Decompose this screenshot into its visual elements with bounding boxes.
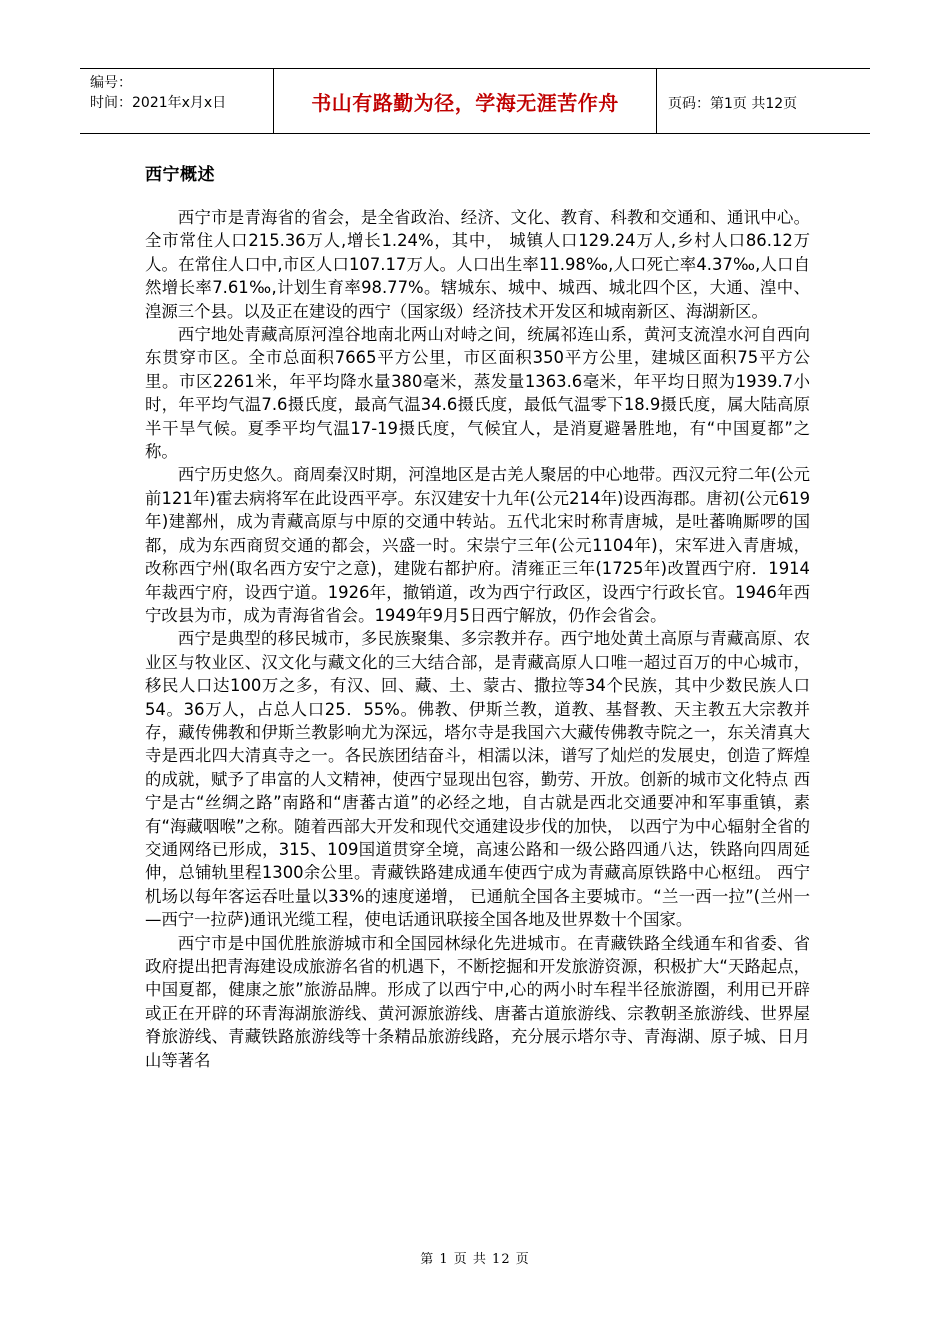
document-body — [145, 206, 810, 1072]
header-meta — [90, 73, 226, 113]
page-header — [80, 68, 870, 134]
page-footer: 第 1 页 共 12 页 — [420, 1252, 530, 1267]
paragraph-culture-transport: 西宁是典型的移民城市，多民族聚集、多宗教并存。西宁地处黄土高原与青藏高原、农业区与牧业区、汉文化与藏文化的三大结合部，是青藏高原人口唯一超过百万的中心城市，移民人口达100万之多，有汉、回、藏、土、蒙古、撒拉等34个民族，其中少数民族人口54。36万人，占总人口25．55%。佛教、伊斯兰教，道教、基督教、天主教五大宗教并存，藏传佛教和伊斯兰教影响尤为深远，塔尔寺是我国六大藏传佛教寺院之一，东关清真大寺是西北四大清真寺之一。各民族团结奋斗，相濡以沫，谱写了灿烂的发展史，创造了辉煌的成就，赋予了串富的人文精神，使西宁显现出包容，勤劳、开放。创新的城市文化特点 西宁是古“丝绸之路”南路和“唐蕃古道”的必经之地，自古就是西北交通要冲和军事重镇，素有“海藏咽喉”之称。随着西部大开发和现代交通建设步伐的加快， 以西宁为中心辐射全省的交通网络已形成，315、109国道贯穿全境，高速公路和一级公路四通八达，铁路向四周延伸，总铺轨里程1300余公里。青藏铁路建成通车使西宁成为青藏高原铁路中心枢纽。 西宁机场以每年客运吞吐量以33%的速度递增， 已通航全国各主要城市。“兰一西一拉”(兰州一—西宁一拉萨)通讯光缆工程，使电话通讯联接全国各地及世界数十个国家。 — [145, 629, 810, 930]
document-title: 西宁概述 — [145, 165, 215, 185]
header-divider-right — [656, 69, 657, 133]
header-page-info: 页码：第1页 共12页 — [668, 96, 798, 112]
paragraph-tourism: 西宁市是中国优胜旅游城市和全国园林绿化先进城市。在青藏铁路全线通车和省委、省政府提出把青海建设成旅游名省的机遇下，不断挖掘和开发旅游资源，积极扩大“天路起点， 中国夏都，健康之旅”旅游品牌。形成了以西宁中,心的两小时车程半径旅游圈，利用已开辟或正在开辟的环青海湖旅游线、黄河源旅游线、唐蕃古道旅游线、宗教朝圣旅游线、世界屋脊旅游线、青藏铁路旅游线等十条精品旅游线路，充分展示塔尔寺、青海湖、原子城、日月山等著名 — [145, 933, 810, 1070]
document-number-label: 编号： — [90, 75, 132, 91]
paragraph-history: 西宁历史悠久。商周秦汉时期，河湟地区是古羌人聚居的中心地带。西汉元狩二年(公元前121年)霍去病将军在此设西平亭。东汉建安十九年(公元214年)设西海郡。唐初(公元619年)建鄯州，成为青藏高原与中原的交通中转站。五代北宋时称青唐城，是吐蕃唃厮啰的国都，成为东西商贸交通的都会，兴盛一时。宋崇宁三年(公元1104年)，宋军进入青唐城， 改称西宁州(取名西方安宁之意)，建陇右都护府。清雍正三年(1725年)改置西宁府．1914年裁西宁府，设西宁道。1926年，撤销道，改为西宁行政区，设西宁行政长官。1946年西宁改县为市，成为青海省省会。1949年9月5日西宁解放，仍作会省会。 — [145, 465, 810, 625]
header-motto: 书山有路勤为径，学海无涯苦作舟 — [311, 91, 619, 115]
document-time-label: 时间：2021年x月x日 — [90, 95, 227, 111]
paragraph-geography: 西宁地处青藏高原河湟谷地南北两山对峙之间，统属祁连山系，黄河支流湟水河自西向东贯穿市区。全市总面积7665平方公里，市区面积350平方公里，建城区面积75平方公里。市区2261米，年平均降水量380毫米，蒸发量1363.6毫米，年平均日照为1939.7小时，年平均气温7.6摄氏度，最高气温34.6摄氏度，最低气温零下18.9摄氏度，属大陆高原半干旱气候。夏季平均气温17-19摄氏度，气候宜人，是消夏避暑胜地，有“中国夏都”之称。 — [145, 325, 810, 462]
paragraph-overview: 西宁市是青海省的省会，是全省政治、经济、文化、教育、科教和交通和、通讯中心。全市常住人口215.36万人,增长1.24%，其中， 城镇人口129.24万人,乡村人口86.12万人。在常住人口中,市区人口107.17万人。人口出生率11.98‰,人口死亡率4.37‰,人口自然增长率7.61‰,计划生育率98.77%。辖城东、城中、城西、城北四个区，大通、湟中、湟源三个县。以及正在建设的西宁（国家级）经济技术开发区和城南新区、海湖新区。 — [145, 208, 810, 321]
